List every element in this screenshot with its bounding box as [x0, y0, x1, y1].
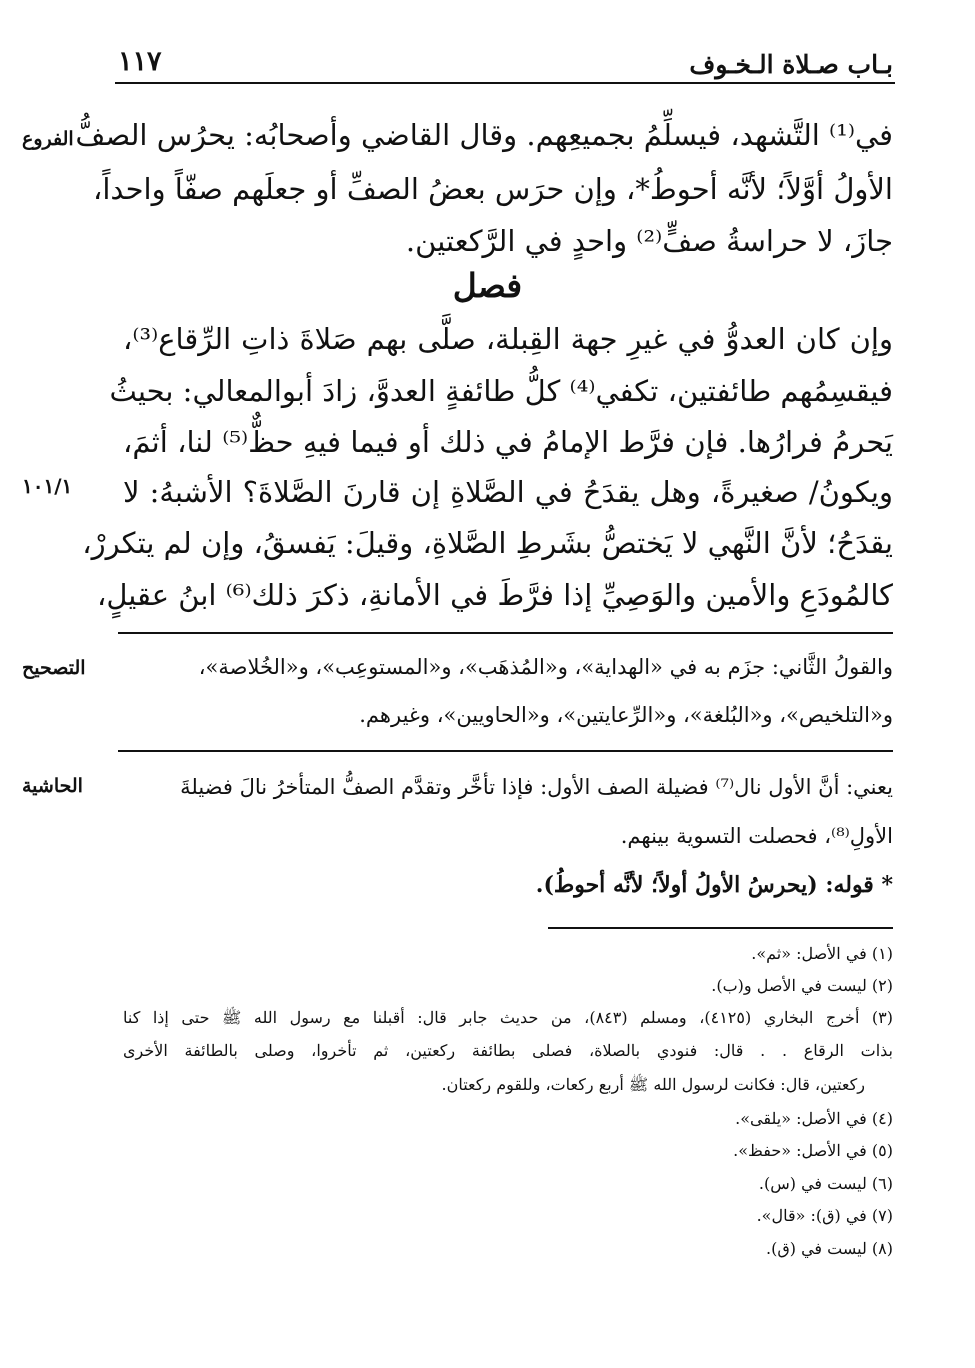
main-text-line: جازَ، لا حراسةُ صفٍّ⁽²⁾ واحدٍ في الرَّكعتين.: [405, 224, 893, 258]
footnote: (٥) في الأصل: «حفظ».: [733, 1141, 893, 1160]
main-text-line: يقدَحُ؛ لأنَّ النَّهي لا يَختصُّ بشَرطِ الصَّلاةِ، وقيلَ: يَفسقُ، وإن لم يتكررْ،: [82, 526, 893, 560]
hashiya-quote: * قوله: (يحرسُ الأولُ أولاً؛ لأنَّه أحوطُ).: [535, 872, 893, 898]
hashiya-line: الأولِ⁽⁸⁾، فحصلت التسوية بينهم.: [620, 824, 893, 848]
margin-label-tashih: التصحيح: [22, 657, 86, 679]
footnote: (٣) أخرج البخاري (٤١٢٥)، ومسلم (٨٤٣)، من حديث جابر قال: أقبلنا مع رسول الله ﷺ حتى إذا كنا: [123, 1008, 894, 1027]
main-text-line: في⁽¹⁾ التَّشهد، فيسلِّمُ بجميعِهم. وقال القاضي وأصحابُه: يحرُس الصفُّ: [75, 118, 893, 152]
tashih-line: والقولُ الثَّاني: جزَم به في «الهداية»، و«المُذهَب»، و«المستوعِب»، و«الخُلاصة»،: [198, 655, 893, 679]
page-number: ١١٧: [118, 46, 162, 77]
header-rule: [115, 82, 895, 84]
section-divider: [118, 632, 893, 634]
main-text-line: يَحرمُ فرارُها. فإن فرَّط الإمامُ في ذلك أو فيما فيهِ حظٌّ⁽⁵⁾ لنا، أثمَ،: [123, 425, 893, 459]
tashih-line: و«التلخيص»، و«البُلغة»، و«الرِّعايتين»، و«الحاويين»، وغيرهم.: [359, 703, 893, 727]
chapter-title: بـاب صـلاة الـخـوف: [689, 50, 893, 79]
footnote: (٢) ليست في الأصل و(ب).: [711, 976, 893, 995]
margin-label-hashiya: الحاشية: [22, 775, 83, 797]
footnote: (٨) ليست في (ق).: [766, 1239, 893, 1258]
footnote: (٦) ليست في (س).: [758, 1174, 893, 1193]
footnote-continuation: ركعتين، قال: فكانت لرسول الله ﷺ أربع ركعات، وللقوم ركعتان.: [441, 1075, 865, 1094]
section-divider: [118, 750, 893, 752]
margin-label-furu: الفروع: [22, 128, 74, 150]
footnote: (٤) في الأصل: «يلقى».: [735, 1109, 893, 1128]
main-text-line: الأولُ أوَّلاً؛ لأنَّه أحوطُ*، وإن حرَس بعضُ الصفِّ أو جعلَهم صفّاً واحداً،: [92, 172, 893, 206]
footnote-rule: [548, 927, 893, 929]
main-text-line: فيقسِمُهم طائفتين، تكفي⁽⁴⁾ كلُّ طائفةٍ العدوَّ، زادَ أبوالمعالي: بحيثُ: [109, 374, 893, 408]
main-text-line: ويكونُ/ صغيرةً، وهل يقدَحُ في الصَّلاةِ إن قارنَ الصَّلاةَ؟ الأشبهُ: لا: [123, 475, 893, 509]
main-text-line: كالمُودَعِ والأمين والوَصِيِّ إذا فرَّطَ في الأمانةِ، ذكرَ ذلك⁽⁶⁾ ابنُ عقيلٍ،: [96, 578, 893, 612]
footnote-continuation: بذات الرقاع . . قال: فنودي بالصلاة، فصلى بطائفة ركعتين، ثم تأخروا، وصلى بالطائفة الأخرى: [123, 1041, 894, 1060]
hashiya-line: يعني: أنَّ الأول نال⁽⁷⁾ فضيلة الصف الأول: فإذا تأخَّر وتقدَّم الصفُّ المتأخرُ نالَ فضيلةَ: [180, 775, 893, 799]
footnote: (٧) في (ق): «قال».: [756, 1206, 893, 1225]
section-heading: فصل: [452, 266, 523, 305]
main-text-line: وإن كان العدوُّ في غيرِ جهة القِبلة، صلَّى بهم صَلاةَ ذاتِ الرِّقاع⁽³⁾،: [123, 322, 893, 356]
footnote: (١) في الأصل: «ثم».: [751, 944, 893, 963]
margin-ref: ١٠١/١: [22, 474, 73, 498]
